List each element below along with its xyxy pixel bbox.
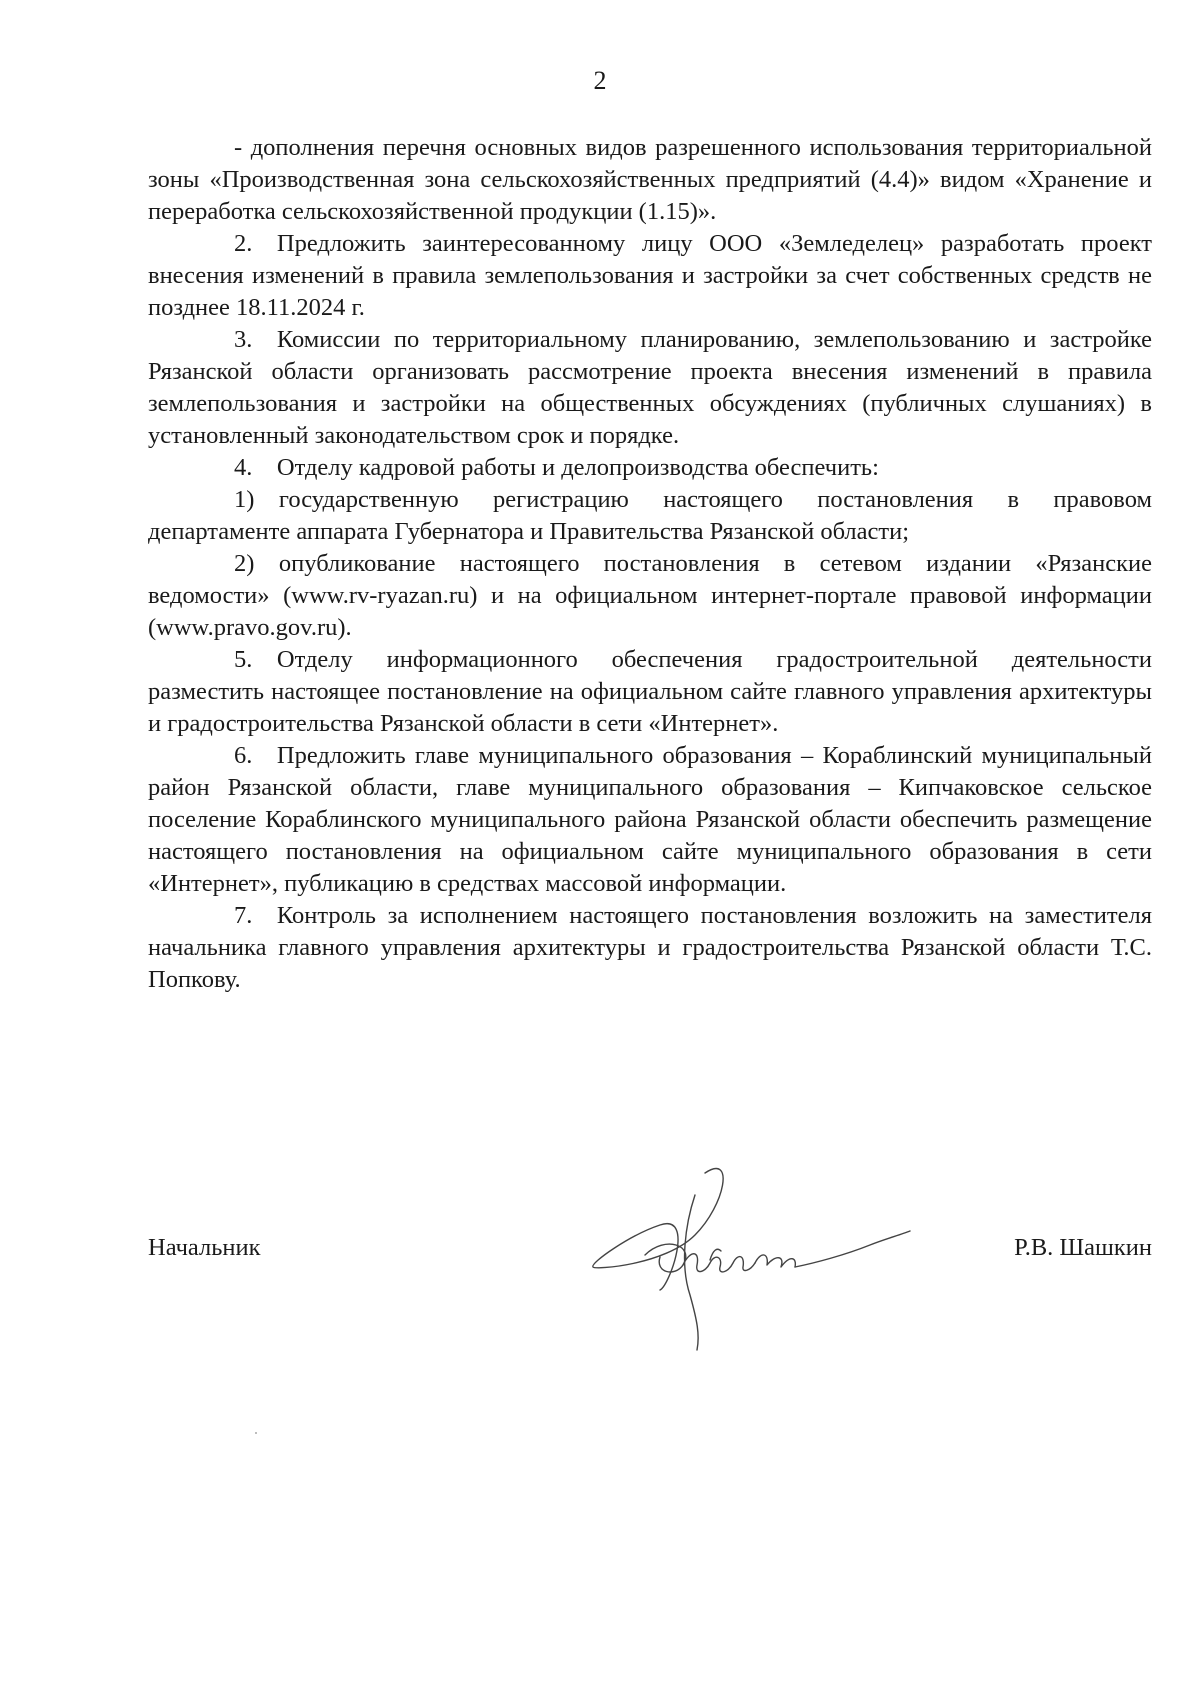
signatory-title: Начальник — [148, 1234, 261, 1261]
signatory-name: Р.В. Шашкин — [1014, 1234, 1152, 1261]
scan-artifact — [255, 1432, 257, 1434]
paragraph-item-5: 5. Отделу информационного обеспечения градостроительной деятельности разместить настоящее постановление на официальном сайте главного управления архитектуры и градостроительства Рязанской области в сети «Интернет». — [148, 646, 1152, 737]
paragraph-item-7: 7. Контроль за исполнением настоящего постановления возложить на заместителя начальника главного управления архитектуры и градостроительства Рязанской области Т.С. Попкову. — [148, 902, 1152, 993]
paragraph-item-6: 6. Предложить главе муниципального образования – Кораблинский муниципальный район Рязанской области, главе муниципального образования – Кипчаковское сельское поселение Кораблинского муниципального района Рязанской области обеспечить размещение настоящего постановления на официальном сайте муниципального образования в сети «Интернет», публикацию в средствах массовой информации. — [148, 742, 1152, 897]
paragraph-item-2: 2. Предложить заинтересованному лицу ООО «Земледелец» разработать проект внесения изменений в правила землепользования и застройки за счет собственных средств не позднее 18.11.2024 г. — [148, 230, 1152, 321]
paragraph-item-4-2: 2) опубликование настоящего постановления в сетевом издании «Рязанские ведомости» (www.rv-ryazan.ru) и на официальном интернет-портале правовой информации (www.pravo.gov.ru). — [148, 550, 1152, 641]
paragraph-item-4-1: 1) государственную регистрацию настоящего постановления в правовом департаменте аппарата Губернатора и Правительства Рязанской области; — [148, 486, 1152, 545]
paragraph-item-4: 4. Отделу кадровой работы и делопроизводства обеспечить: — [234, 454, 879, 481]
handwritten-signature — [585, 1155, 915, 1355]
document-body — [148, 132, 1152, 996]
paragraph-zone-amendment: - дополнения перечня основных видов разрешенного использования территориальной зоны «Производственная зона сельскохозяйственных предприятий (4.4)» видом «Хранение и переработка сельскохозяйственной продукции (1.15)». — [148, 134, 1152, 225]
page-number: 2 — [593, 66, 607, 95]
paragraph-item-3: 3. Комиссии по территориальному планированию, землепользованию и застройке Рязанской области организовать рассмотрение проекта внесения изменений в правила землепользования и застройки на общественных обсуждениях (публичных слушаниях) в установленный законодательством срок и порядке. — [148, 326, 1152, 449]
